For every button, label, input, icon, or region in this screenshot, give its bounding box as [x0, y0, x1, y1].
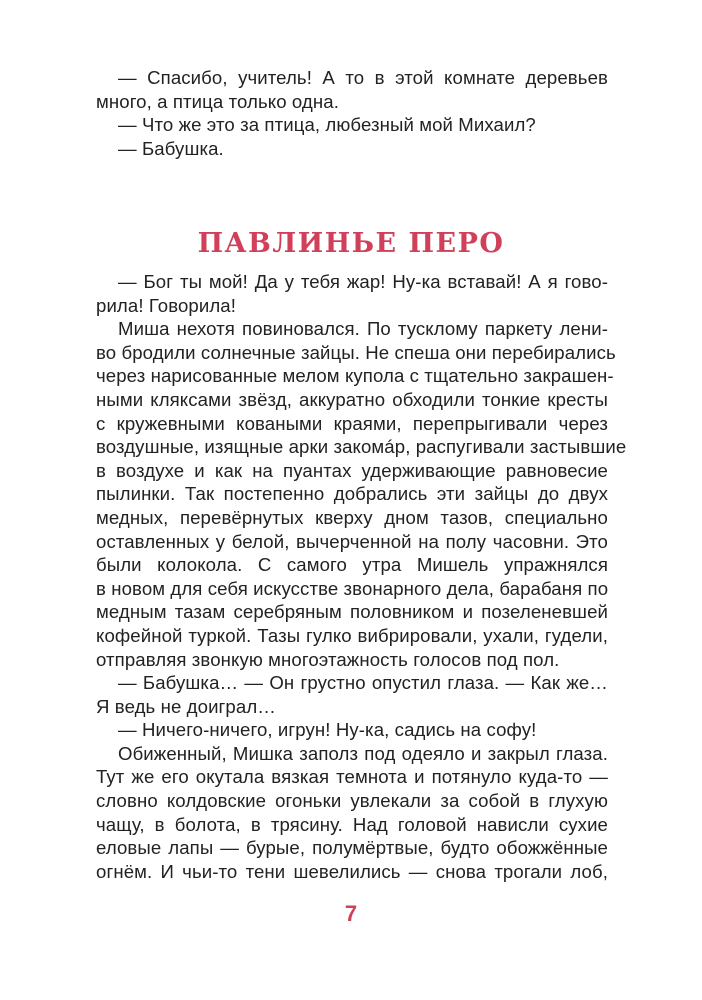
text-line: Обиженный, Мишка заполз под одеяло и закрыл глаза.	[118, 742, 608, 764]
page-number: 7	[344, 901, 358, 926]
text-line: оставленных у белой, вычерченной на полу часовни. Это	[96, 530, 608, 552]
text-line: — Бабушка.	[118, 137, 224, 159]
intro-text-block	[96, 66, 608, 160]
text-line: — Ничего-ничего, игрун! Ну-ка, садись на софу!	[118, 719, 537, 741]
text-line: чащу, в болота, в трясину. Над головой нависли сухие	[96, 813, 608, 835]
text-line: — Бог ты мой! Да у тебя жар! Ну-ка вставай! А я гово-	[118, 271, 608, 292]
text-line: ными кляксами звёзд, аккуратно обходили тонкие кресты	[96, 388, 608, 410]
text-line: много, а птица только одна.	[96, 90, 339, 112]
text-line: кофейной туркой. Тазы гулко вибрировали, ухали, гудели,	[96, 624, 608, 646]
text-line: медным тазам серебряным половником и позеленевшей	[96, 601, 608, 623]
chapter-title: ПАВЛИНЬЕ ПЕРО	[197, 228, 505, 259]
text-line: пылинки. Так постепенно добрались эти зайцы до двух	[96, 483, 608, 505]
text-line: Миша нехотя повиновался. По тусклому паркету лени-	[118, 318, 608, 340]
text-line: в воздухе и как на пуантах удерживающие равновесие	[96, 459, 608, 481]
text-line: — Что же это за птица, любезный мой Михаил?	[118, 114, 536, 136]
text-line: рила! Говорила!	[96, 294, 237, 316]
text-line: — Спасибо, учитель! А то в этой комнате деревьев	[118, 67, 608, 88]
text-line: во бродили солнечные зайцы. Не спеша они перебирались	[96, 341, 616, 363]
text-line: отправляя звонкую многоэтажность голосов под пол.	[96, 648, 560, 670]
text-line: словно колдовские огоньки увлекали за собой в глухую	[96, 790, 608, 812]
text-line: были колокола. С самого утра Мишель упражнялся	[96, 554, 608, 576]
text-line: Я ведь не доиграл…	[96, 695, 276, 717]
text-line: огнём. И чьи-то тени шевелились — снова трогали лоб,	[96, 860, 608, 882]
text-line: медных, перевёрнутых кверху дном тазов, специально	[96, 506, 608, 528]
text-line: еловые лапы — бурые, полумёртвые, будто обожжённые	[96, 837, 608, 859]
text-line: с кружевными коваными краями, перепрыгивали через	[96, 412, 608, 434]
text-line: Тут же его окутала вязкая темнота и потянуло куда-то —	[96, 766, 608, 788]
text-line: в новом для себя искусстве звонарного дела, барабаня по	[96, 577, 609, 599]
text-line: — Бабушка… — Он грустно опустил глаза. — Как же…	[118, 672, 608, 694]
text-line: через нарисованные мелом купола с тщательно закрашен-	[96, 365, 614, 387]
text-line: воздушные, изящные арки закомáр, распугивали застывшие	[96, 436, 627, 458]
chapter-body-text	[96, 270, 627, 883]
